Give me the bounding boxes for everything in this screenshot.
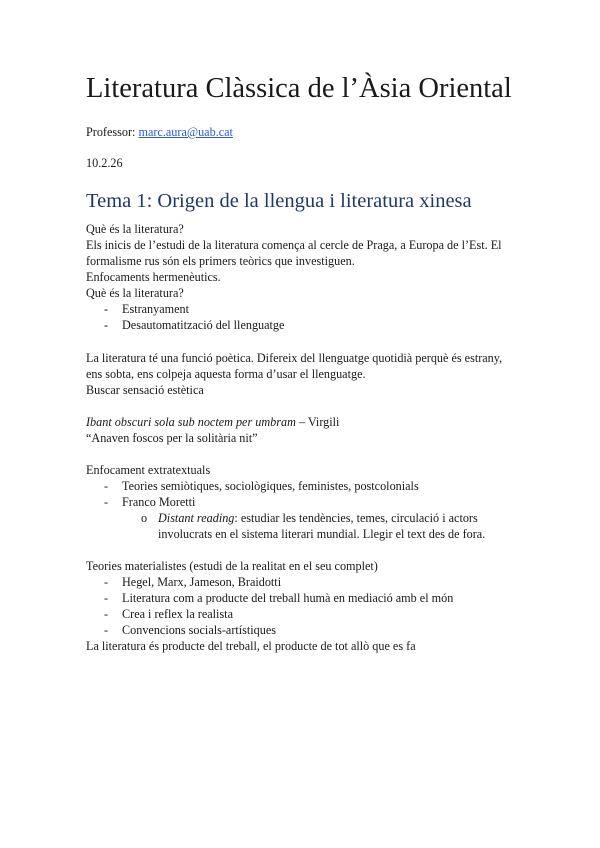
list-dash: - [104, 607, 109, 621]
quote-line [86, 414, 339, 430]
paragraph-4: Què és la literatura? [86, 286, 184, 300]
list-dash: - [104, 495, 109, 509]
list-dash: - [104, 591, 109, 605]
sub-list-item-line-1 [158, 510, 478, 526]
list-dash: - [104, 302, 109, 316]
list-item: Estranyament [122, 302, 190, 316]
professor-label: Professor: [86, 125, 139, 139]
list-item: Hegel, Marx, Jameson, Braidotti [122, 575, 282, 589]
paragraph-9: La literatura és producte del treball, el producte de tot allò que es fa [86, 639, 416, 653]
professor-line [86, 124, 233, 140]
list-item: Teories semiòtiques, sociològiques, feministes, postcolonials [122, 479, 419, 493]
quote-latin: Ibant obscuri sola sub noctem per umbram [86, 415, 296, 429]
paragraph-6: Buscar sensació estètica [86, 383, 204, 397]
sub-item-text: : estudiar les tendències, temes, circulació i actors [234, 511, 478, 525]
paragraph-3: Enfocaments hermenèutics. [86, 270, 221, 284]
list-item: Literatura com a producte del treball humà en mediació amb el món [122, 591, 454, 605]
list-dash: - [104, 318, 109, 332]
section-heading: Tema 1: Origen de la llengua i literatura xinesa [86, 190, 472, 212]
paragraph-2-line-2: formalisme rus són els primers teòrics que investiguen. [86, 254, 355, 268]
list-item: Desautomatització del llenguatge [122, 318, 285, 332]
sub-bullet-marker: o [141, 511, 148, 525]
paragraph-5-line-2: ens sobta, ens colpeja aquesta forma d’usar el llenguatge. [86, 367, 366, 381]
list-item: Franco Moretti [122, 495, 196, 509]
list-item: Convencions socials-artístiques [122, 623, 277, 637]
paragraph-1: Què és la literatura? [86, 222, 184, 236]
quote-author: – Virgili [295, 415, 340, 429]
professor-email-link[interactable]: marc.aura@uab.cat [138, 125, 233, 139]
list-dash: - [104, 623, 109, 637]
paragraph-2-line-1: Els inicis de l’estudi de la literatura comença al cercle de Praga, a Europa de l’Est. El [86, 238, 502, 252]
sub-list-item-line-2: involucrats en el sistema literari mundial. Llegir el text des de fora. [158, 527, 486, 541]
date-text: 10.2.26 [86, 156, 123, 170]
paragraph-8: Teories materialistes (estudi de la realitat en el seu complet) [86, 559, 378, 573]
list-dash: - [104, 479, 109, 493]
paragraph-7: Enfocament extratextuals [86, 463, 211, 477]
sub-item-italic: Distant reading [158, 511, 235, 525]
list-item: Crea i reflex la realista [122, 607, 233, 621]
paragraph-5-line-1: La literatura té una funció poètica. Difereix del llenguatge quotidià perquè és estrany, [86, 351, 503, 365]
document-title: Literatura Clàssica de l’Àsia Oriental [86, 73, 512, 104]
list-dash: - [104, 575, 109, 589]
quote-translation: “Anaven foscos per la solitària nit” [86, 431, 258, 445]
